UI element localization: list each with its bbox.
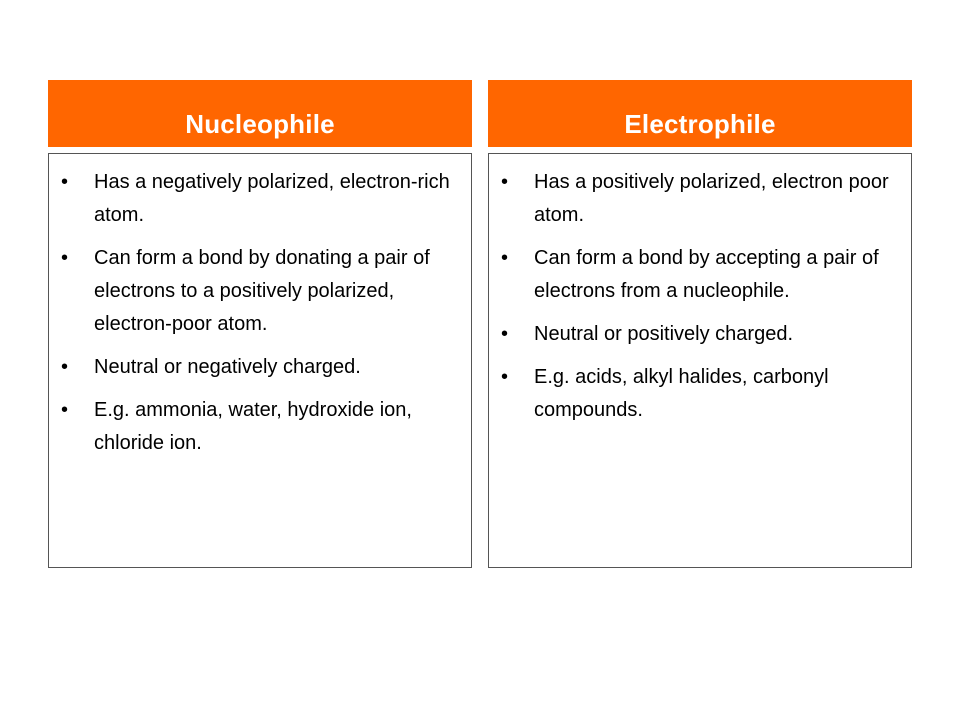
electrophile-bullet [501,318,901,351]
nucleophile-column [48,80,472,568]
electrophile-bullet [501,242,901,308]
bullet-text: Neutral or negatively charged. [94,356,361,378]
electrophile-bullet-list [501,166,901,427]
bullet-dot-icon: • [61,171,69,193]
bullet-text: Can form a bond by donating a pair of electrons to a positively polarized, electron-poor atom. [94,247,430,335]
nucleophile-header [48,80,472,147]
bullet-dot-icon: • [501,171,509,193]
electrophile-bullet [501,361,901,427]
nucleophile-bullet [61,394,461,460]
bullet-text: E.g. acids, alkyl halides, carbonyl compounds. [534,366,829,421]
bullet-dot-icon: • [501,247,509,269]
bullet-dot-icon: • [61,247,69,269]
bullet-text: Neutral or positively charged. [534,323,794,345]
electrophile-bullet [501,166,901,232]
nucleophile-bullet [61,166,461,232]
nucleophile-bullet-list [61,166,461,460]
bullet-dot-icon: • [61,356,69,378]
electrophile-header [488,80,912,147]
bullet-text: E.g. ammonia, water, hydroxide ion, chloride ion. [94,399,412,454]
nucleophile-box [48,153,472,568]
bullet-dot-icon: • [61,399,69,421]
bullet-dot-icon: • [501,366,509,388]
nucleophile-bullet [61,351,461,384]
bullet-text: Has a positively polarized, electron poor atom. [534,171,889,226]
nucleophile-bullet [61,242,461,341]
nucleophile-title: Nucleophile [185,109,335,139]
electrophile-title: Electrophile [624,109,776,139]
bullet-text: Has a negatively polarized, electron-rich atom. [94,171,450,226]
bullet-text: Can form a bond by accepting a pair of electrons from a nucleophile. [534,247,879,302]
electrophile-box [488,153,912,568]
electrophile-column [488,80,912,568]
bullet-dot-icon: • [501,323,509,345]
